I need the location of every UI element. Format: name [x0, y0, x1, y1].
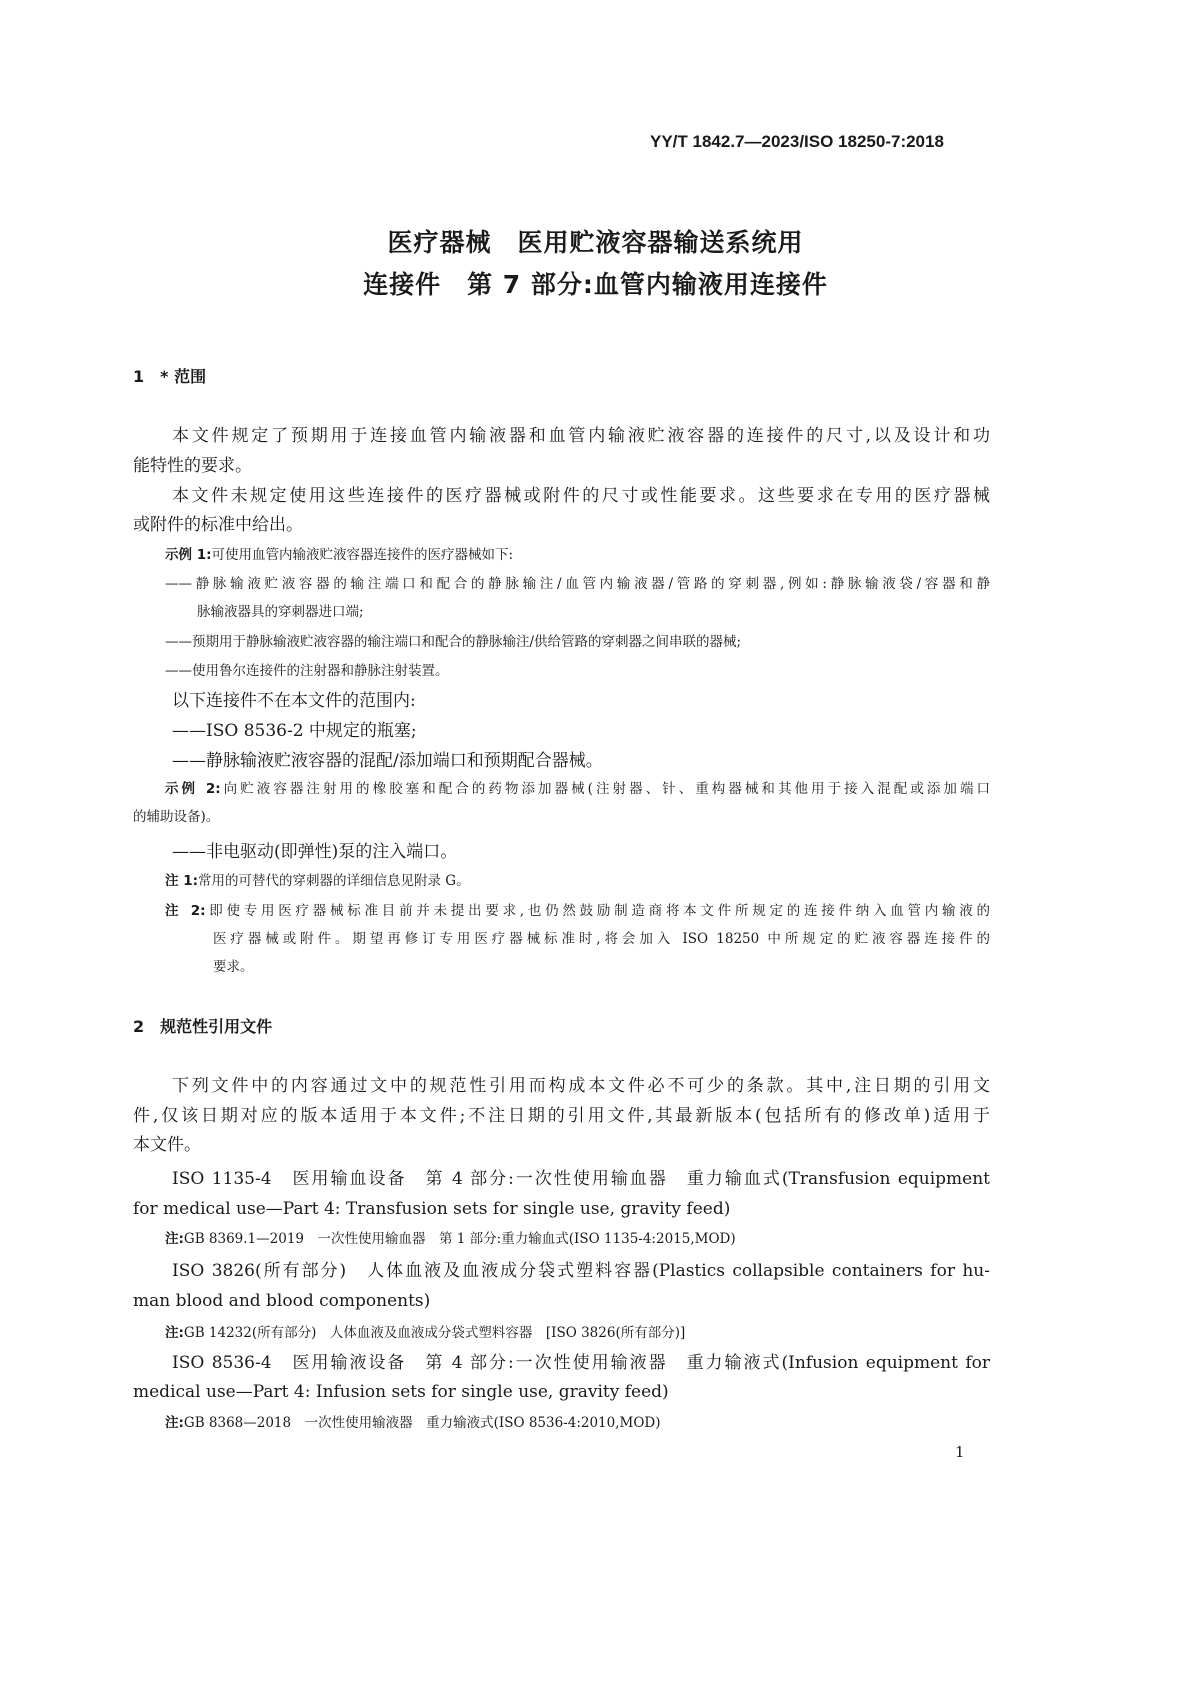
section1-text-line: 本文件规定了预期用于连接血管内输液器和血管内输液贮液容器的连接件的尺寸,以及设计和功	[172, 426, 990, 446]
section1-text-line: 的辅助设备)。	[133, 809, 220, 825]
section1-text-line: 能特性的要求。	[133, 456, 252, 476]
section1-text-line: ——静脉输液贮液容器的输注端口和配合的静脉输注/血管内输液器/管路的穿刺器,例如:静脉输液袋/容器和静	[165, 576, 990, 592]
note-text: 常用的可替代的穿刺器的详细信息见附录 G。	[198, 873, 470, 889]
note-label: 示例 1:	[165, 547, 212, 563]
note-text: 可使用血管内输液贮液容器连接件的医疗器械如下:	[211, 547, 514, 563]
section2-text-line: ISO 3826(所有部分) 人体血液及血液成分袋式塑料容器(Plastics collapsible containers for hu-	[172, 1261, 990, 1281]
section2-text-line: man blood and blood components)	[133, 1291, 431, 1311]
section1-text-line: ——使用鲁尔连接件的注射器和静脉注射装置。	[165, 663, 449, 679]
section1-text-line: 要求。	[213, 959, 254, 975]
section1-text-line: 或附件的标准中给出。	[133, 515, 303, 535]
section1-text-line: ——预期用于静脉输液贮液容器的输注端口和配合的静脉输注/供给管路的穿刺器之间串联的器械;	[165, 634, 742, 650]
section1-text-line	[165, 905, 990, 919]
section2-text-line	[165, 1327, 685, 1341]
title-line-1: 医疗器械 医用贮液容器输送系统用	[387, 228, 804, 257]
note-text: GB 8369.1—2019 一次性使用输血器 第 1 部分:重力输血式(ISO 1135-4:2015,MOD)	[183, 1231, 736, 1247]
page-number: 1	[955, 1443, 965, 1461]
note-text: GB 8368—2018 一次性使用输液器 重力输液式(ISO 8536-4:2010,MOD)	[183, 1415, 661, 1431]
standard-code-header: YY/T 1842.7—2023/ISO 18250-7:2018	[650, 132, 944, 151]
section1-text-line	[165, 549, 513, 563]
section1-text-line	[165, 783, 990, 797]
note-label: 注:	[165, 1231, 184, 1247]
section2-text-line: medical use—Part 4: Infusion sets for single use, gravity feed)	[133, 1382, 669, 1402]
section1-text-line: ——ISO 8536-2 中规定的瓶塞;	[172, 721, 417, 741]
title-line-2: 连接件 第 7 部分:血管内输液用连接件	[363, 270, 828, 299]
section2-text-line	[165, 1417, 661, 1431]
note-label: 注:	[165, 1415, 184, 1431]
note-label: 示例 2:	[165, 781, 221, 797]
note-label: 注 2:	[165, 903, 206, 919]
section1-text-line: 脉输液器具的穿刺器进口端;	[197, 604, 364, 620]
section2-text-line: 件,仅该日期对应的版本适用于本文件;不注日期的引用文件,其最新版本(包括所有的修改单)适用于	[133, 1106, 990, 1126]
section1-text-line: 医疗器械或附件。期望再修订专用医疗器械标准时,将会加入 ISO 18250 中所规定的贮液容器连接件的	[213, 931, 990, 947]
section2-text-line: ISO 8536-4 医用输液设备 第 4 部分:一次性使用输液器 重力输液式(Infusion equipment for	[172, 1353, 990, 1373]
section2-text-line	[165, 1233, 736, 1247]
section1-text-line	[165, 875, 470, 889]
section2-text-line: 下列文件中的内容通过文中的规范性引用而构成本文件必不可少的条款。其中,注日期的引用文	[172, 1076, 990, 1096]
note-text: 向贮液容器注射用的橡胶塞和配合的药物添加器械(注射器、针、重构器械和其他用于接入混配或添加端口	[220, 781, 991, 797]
section2-text-line: 本文件。	[133, 1135, 201, 1155]
section-1-heading: 1 * 范围	[133, 367, 207, 386]
note-text: 即使专用医疗器械标准目前并未提出要求,也仍然鼓励制造商将本文件所规定的连接件纳入血管内输液的	[205, 903, 991, 919]
section1-text-line: 本文件未规定使用这些连接件的医疗器械或附件的尺寸或性能要求。这些要求在专用的医疗器械	[172, 486, 990, 506]
section-2-heading: 2 规范性引用文件	[133, 1017, 273, 1036]
note-label: 注 1:	[165, 873, 198, 889]
note-text: GB 14232(所有部分) 人体血液及血液成分袋式塑料容器 [ISO 3826(所有部分)]	[183, 1325, 686, 1341]
section1-text-line: ——非电驱动(即弹性)泵的注入端口。	[172, 842, 458, 862]
section2-text-line: for medical use—Part 4: Transfusion sets for single use, gravity feed)	[133, 1199, 731, 1219]
section2-text-line: ISO 1135-4 医用输血设备 第 4 部分:一次性使用输血器 重力输血式(Transfusion equipment	[172, 1169, 990, 1189]
note-label: 注:	[165, 1325, 184, 1341]
section1-text-line: ——静脉输液贮液容器的混配/添加端口和预期配合器械。	[172, 751, 603, 771]
section1-text-line: 以下连接件不在本文件的范围内:	[172, 691, 416, 711]
